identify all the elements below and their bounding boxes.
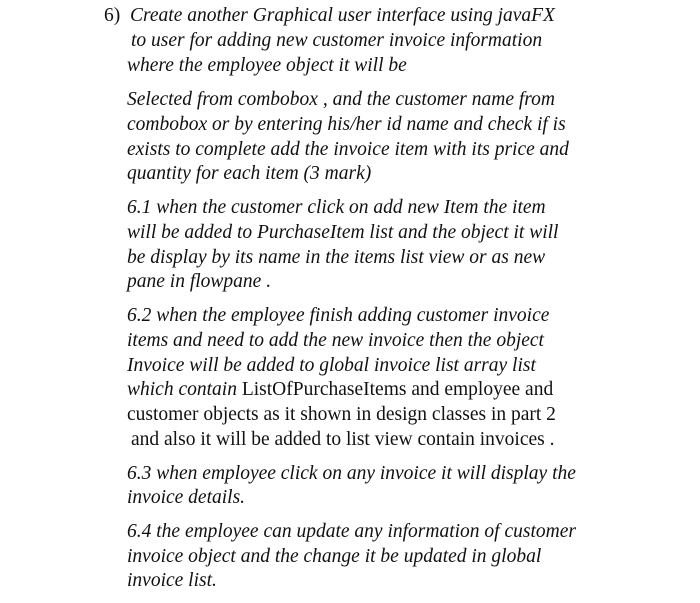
p61-line-3: be display by its name in the items list view or as new — [127, 247, 546, 268]
p62-line-5: customer objects as it shown in design classes in part 2 — [127, 404, 556, 425]
p64-line-1: 6.4 the employee can update any information of customer — [127, 521, 576, 542]
p62-line-3: Invoice will be added to global invoice list array list — [127, 355, 536, 376]
question-title-line-2: to user for adding new customer invoice information — [131, 30, 543, 51]
p63-line-1: 6.3 when employee click on any invoice it will display the — [127, 463, 576, 484]
p61-line-1: 6.1 when the customer click on add new Item the item — [127, 197, 546, 218]
intro-line-1: Selected from combobox , and the customer name from — [127, 89, 556, 110]
p62-line-1: 6.2 when the employee finish adding customer invoice — [127, 305, 550, 326]
intro-line-4: quantity for each item (3 mark) — [127, 163, 372, 184]
p64-line-3: invoice list. — [127, 570, 217, 591]
p61-line-4: pane in flowpane . — [127, 271, 272, 292]
question-number: 6) — [104, 5, 121, 26]
p62-line-6: and also it will be added to list view contain invoices . — [131, 429, 555, 450]
intro-line-3: exists to complete add the invoice item with its price and — [127, 139, 569, 160]
question-title-line-3: where the employee object it will be — [127, 55, 407, 76]
p62-line-2: items and need to add the new invoice then the object — [127, 330, 544, 351]
question-title-line-1: Create another Graphical user interface using javaFX — [130, 5, 555, 26]
p62-line-4-upright: ListOfPurchaseItems and employee and — [241, 379, 554, 400]
p62-line-4-italic: which contain — [127, 379, 242, 400]
p62-line-4 — [127, 378, 553, 402]
p61-line-2: will be added to PurchaseItem list and the object it will — [127, 222, 559, 243]
p63-line-2: invoice details. — [127, 487, 246, 508]
intro-line-2: combobox or by entering his/her id name and check if is — [127, 114, 566, 135]
p64-line-2: invoice object and the change it be updated in global — [127, 546, 542, 567]
